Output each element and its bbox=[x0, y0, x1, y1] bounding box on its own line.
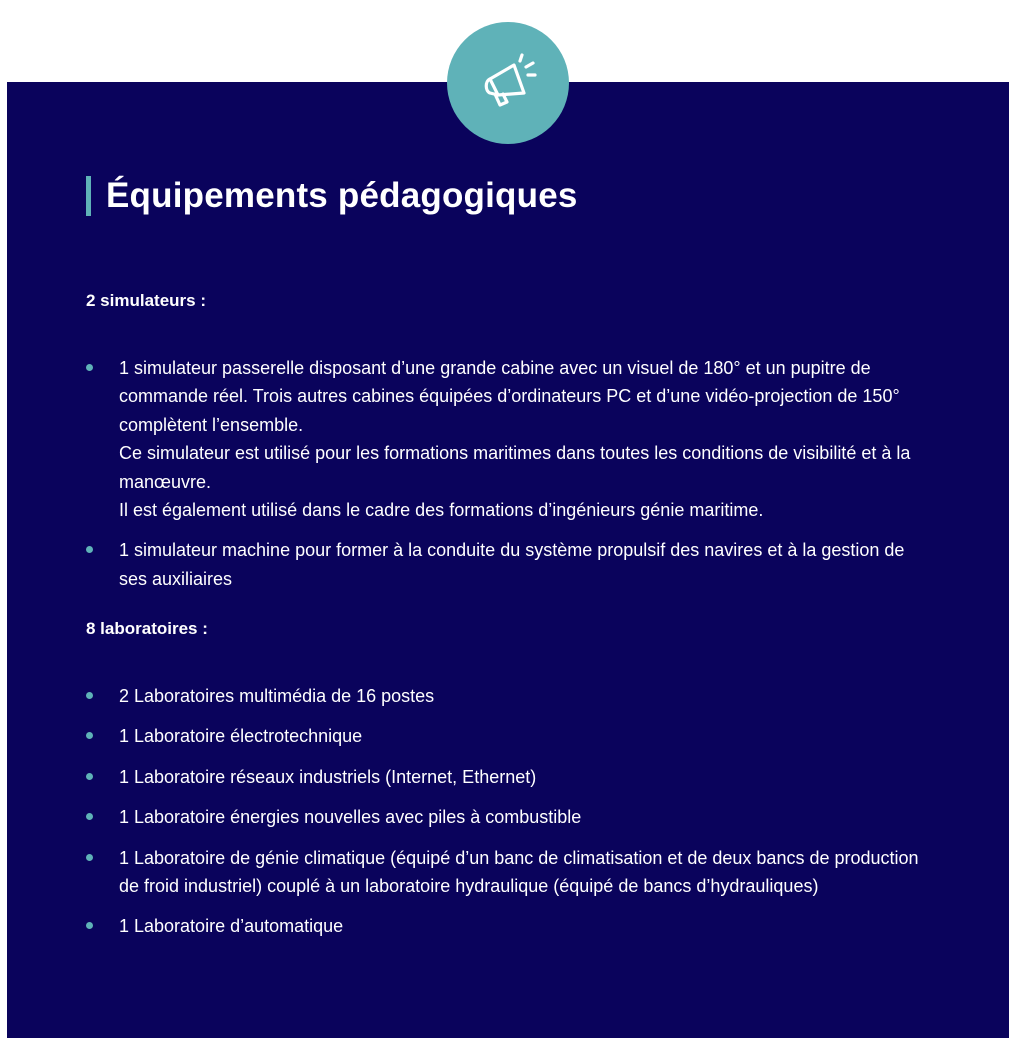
laboratory-label: 1 Laboratoire électrotechnique bbox=[119, 726, 363, 747]
list-item bbox=[86, 803, 926, 831]
title-accent-bar bbox=[86, 176, 91, 216]
list-item bbox=[86, 682, 926, 710]
list-item bbox=[86, 536, 926, 593]
laboratory-label: 2 Laboratoires multimédia de 16 postes bbox=[119, 686, 435, 706]
bullet-icon bbox=[86, 364, 93, 371]
laboratory-label: 1 Laboratoire réseaux industriels (Internet, Ethernet) bbox=[119, 766, 537, 787]
simulator-bridge-description: 1 simulateur passerelle disposant d’une grande cabine avec un visuel de 180° et un pupitre de commande réel. Trois autres cabines équipées d’ordinateurs PC et d’une vidéo-projection de 150° complètent l’ensemble. bbox=[119, 358, 900, 435]
list-item bbox=[86, 844, 926, 901]
megaphone-icon bbox=[476, 51, 540, 115]
list-item bbox=[86, 722, 926, 750]
bullet-icon bbox=[86, 692, 93, 699]
laboratories-heading: 8 laboratoires : bbox=[86, 619, 208, 638]
bullet-icon bbox=[86, 922, 93, 929]
simulator-bridge-engineering: Il est également utilisé dans le cadre des formations d’ingénieurs génie maritime. bbox=[119, 500, 764, 521]
page-title-block bbox=[86, 174, 578, 218]
laboratories-list bbox=[86, 682, 926, 953]
simulators-heading: 2 simulateurs : bbox=[86, 291, 206, 310]
simulators-list bbox=[86, 354, 926, 605]
page-title: Équipements pédagogiques bbox=[106, 176, 578, 215]
bullet-icon bbox=[86, 813, 93, 820]
megaphone-icon-badge bbox=[447, 22, 569, 144]
bullet-icon bbox=[86, 773, 93, 780]
list-item bbox=[86, 763, 926, 791]
laboratory-label: 1 Laboratoire de génie climatique (équipé d’un banc de climatisation et de deux bancs de production de froid industriel) couplé à un laboratoire hydraulique (équipé de bancs d’hydrauliques) bbox=[119, 847, 919, 897]
bullet-icon bbox=[86, 854, 93, 861]
laboratory-label: 1 Laboratoire énergies nouvelles avec piles à combustible bbox=[119, 807, 582, 828]
list-item bbox=[86, 354, 926, 524]
list-item bbox=[86, 912, 926, 940]
laboratory-label: 1 Laboratoire d’automatique bbox=[119, 916, 344, 937]
bullet-icon bbox=[86, 546, 93, 553]
bullet-icon bbox=[86, 732, 93, 739]
simulator-engine-description: 1 simulateur machine pour former à la conduite du système propulsif des navires et à la gestion de ses auxiliaires bbox=[119, 540, 905, 589]
simulator-bridge-usage: Ce simulateur est utilisé pour les formations maritimes dans toutes les conditions de visibilité et à la manœuvre. bbox=[119, 443, 911, 492]
